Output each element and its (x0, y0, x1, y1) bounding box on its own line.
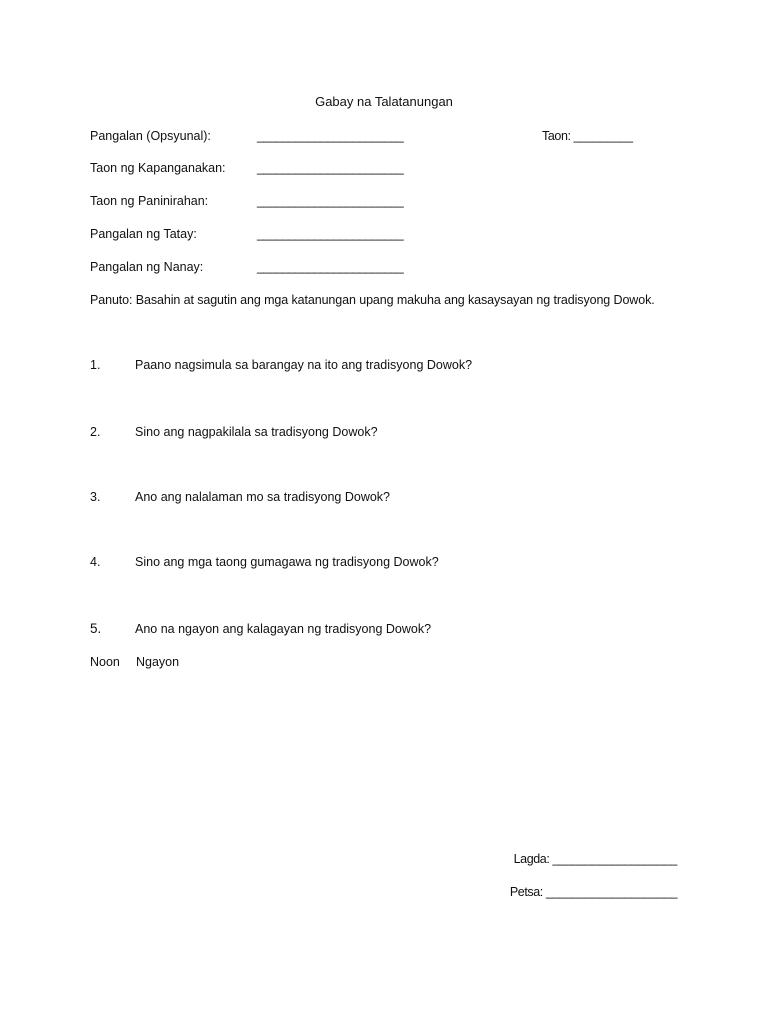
field-label-birth-year: Taon ng Kapanganakan: (90, 161, 226, 175)
question-number: 3. (90, 490, 101, 504)
field-label-mother-name: Pangalan ng Nanay: (90, 260, 204, 274)
question-text: Sino ang nagpakilala sa tradisyong Dowok? (135, 425, 378, 439)
before-label: Noon (90, 655, 120, 669)
question-text: Ano na ngayon ang kalagayan ng tradisyong Dowok? (135, 622, 432, 636)
question-text: Ano ang nalalaman mo sa tradisyong Dowok? (135, 490, 391, 504)
question-text: Paano nagsimula sa barangay na ito ang tradisyong Dowok? (135, 358, 473, 372)
signature-field: Lagda: ___________________ (513, 852, 677, 866)
field-blank-father-name: _______________________ (257, 227, 404, 241)
page-title: Gabay na Talatanungan (315, 94, 453, 109)
field-blank-birth-year: _______________________ (257, 161, 404, 175)
question-number: 1. (90, 358, 101, 372)
question-number: 5. (90, 621, 102, 636)
date-field: Petsa: ____________________ (509, 885, 677, 899)
question-number: 2. (90, 425, 101, 439)
instructions: Panuto: Basahin at sagutin ang mga katanungan upang makuha ang kasaysayan ng tradisyong Dowok. (90, 293, 655, 307)
field-label-father-name: Pangalan ng Tatay: (90, 227, 197, 241)
field-blank-mother-name: _______________________ (257, 260, 404, 274)
field-blank-residence-year: _______________________ (257, 194, 404, 208)
field-label-residence-year: Taon ng Paninirahan: (90, 194, 209, 208)
year-field: Taon: _________ (542, 129, 633, 143)
question-text: Sino ang mga taong gumagawa ng tradisyong Dowok? (135, 555, 439, 569)
now-label: Ngayon (136, 655, 180, 669)
field-blank-name: _______________________ (257, 129, 404, 143)
field-label-name: Pangalan (Opsyunal): (90, 129, 211, 143)
question-number: 4. (90, 555, 101, 569)
